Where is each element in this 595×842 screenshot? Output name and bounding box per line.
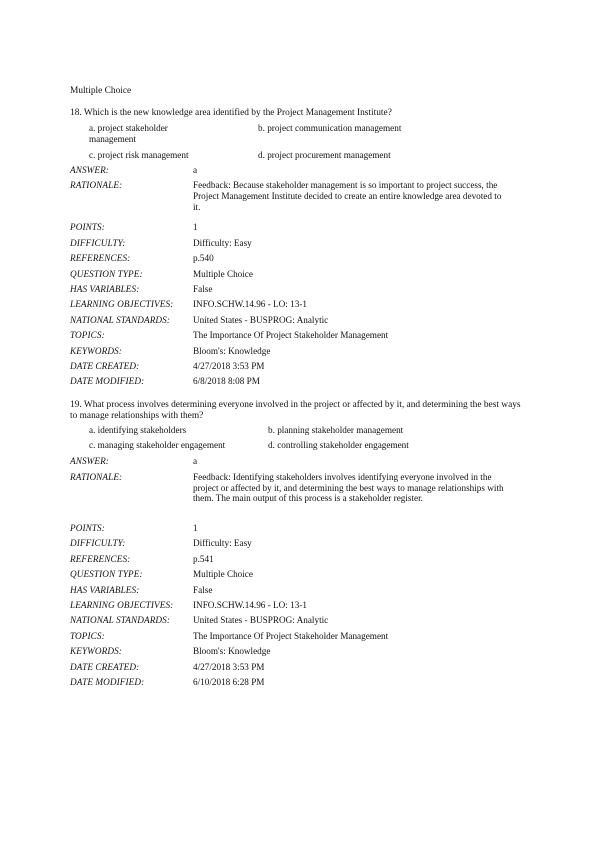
date-modified-row — [70, 677, 530, 692]
difficulty-label: DIFFICULTY: — [70, 237, 126, 248]
difficulty-label: DIFFICULTY: — [70, 538, 126, 549]
date-modified-row — [70, 376, 530, 391]
national-standards-row — [70, 315, 530, 330]
has-variables-value: False — [193, 584, 213, 595]
date-created-label: DATE CREATED: — [70, 360, 140, 371]
answer-choices — [89, 423, 530, 451]
keywords-label: KEYWORDS: — [70, 646, 122, 657]
choice-d: d. project procurement management — [258, 150, 391, 160]
topics-value: The Importance Of Project Stakeholder Management — [193, 330, 389, 341]
question-18 — [70, 108, 530, 160]
keywords-row — [70, 346, 530, 361]
rationale-row — [70, 472, 530, 523]
has-variables-label: HAS VARIABLES: — [70, 283, 140, 294]
date-created-row — [70, 662, 530, 677]
topics-value: The Importance Of Project Stakeholder Management — [193, 630, 389, 641]
keywords-value: Bloom's: Knowledge — [193, 345, 271, 356]
has-variables-row — [70, 585, 530, 600]
question-type-row — [70, 269, 530, 284]
points-row — [70, 222, 530, 237]
question-type-value: Multiple Choice — [193, 569, 253, 580]
date-modified-label: DATE MODIFIED: — [70, 376, 145, 387]
topics-row — [70, 330, 530, 345]
topics-label: TOPICS: — [70, 330, 105, 341]
date-created-value: 4/27/2018 3:53 PM — [193, 360, 265, 371]
points-label: POINTS: — [70, 523, 105, 533]
answer-value: a — [193, 456, 198, 466]
choice-c: c. project risk management — [89, 150, 189, 160]
date-modified-value: 6/8/2018 8:08 PM — [193, 376, 260, 387]
rationale-label: RATIONALE: — [70, 472, 123, 482]
choice-c: c. managing stakeholder engagement — [89, 440, 226, 450]
difficulty-row — [70, 238, 530, 253]
date-created-value: 4/27/2018 3:53 PM — [193, 661, 265, 672]
points-label: POINTS: — [70, 222, 105, 233]
question-19-metadata — [70, 456, 530, 692]
rationale-value: Feedback: Identifying stakeholders involves identifying everyone involved in the project or affected by it, and determining the best ways to manage relationships with them. The main output of this process is a stakeholder register. — [193, 472, 504, 504]
question-type-label: QUESTION TYPE: — [70, 569, 143, 580]
rationale-label: RATIONALE: — [70, 180, 123, 191]
keywords-row — [70, 646, 530, 661]
national-standards-row — [70, 615, 530, 630]
keywords-value: Bloom's: Knowledge — [193, 646, 271, 657]
topics-label: TOPICS: — [70, 630, 105, 641]
question-18-metadata — [70, 165, 530, 392]
choice-a: a. project stakeholder management — [89, 123, 168, 144]
answer-row — [70, 165, 530, 180]
answer-row — [70, 456, 530, 472]
references-row — [70, 253, 530, 268]
answer-label: ANSWER: — [70, 165, 109, 175]
national-standards-value: United States - BUSPROG: Analytic — [193, 314, 329, 325]
answer-choices — [89, 120, 530, 160]
learning-objectives-label: LEARNING OBJECTIVES: — [70, 599, 174, 610]
topics-row — [70, 631, 530, 646]
choice-a: a. identifying stakeholders — [89, 425, 187, 435]
references-row — [70, 554, 530, 569]
points-value: 1 — [193, 222, 198, 233]
difficulty-value: Difficulty: Easy — [193, 237, 252, 248]
answer-label: ANSWER: — [70, 456, 109, 466]
difficulty-value: Difficulty: Easy — [193, 538, 252, 549]
learning-objectives-label: LEARNING OBJECTIVES: — [70, 299, 174, 310]
references-label: REFERENCES: — [70, 253, 131, 264]
national-standards-label: NATIONAL STANDARDS: — [70, 615, 170, 626]
national-standards-label: NATIONAL STANDARDS: — [70, 314, 170, 325]
has-variables-label: HAS VARIABLES: — [70, 584, 140, 595]
rationale-row — [70, 180, 530, 222]
keywords-label: KEYWORDS: — [70, 345, 122, 356]
rationale-value: Feedback: Because stakeholder management is so important to project success, the Project Management Institute decided to create an entire knowledge area devoted to it. — [193, 180, 502, 212]
section-title: Multiple Choice — [70, 86, 132, 96]
references-label: REFERENCES: — [70, 553, 131, 564]
question-type-row — [70, 569, 530, 584]
learning-objectives-row — [70, 600, 530, 615]
choice-d: d. controlling stakeholder engagement — [268, 440, 409, 450]
question-type-label: QUESTION TYPE: — [70, 268, 143, 279]
date-created-label: DATE CREATED: — [70, 661, 140, 672]
has-variables-value: False — [193, 283, 213, 294]
question-stem: 18. Which is the new knowledge area identified by the Project Management Institute? — [70, 108, 392, 118]
date-modified-label: DATE MODIFIED: — [70, 676, 145, 687]
points-row — [70, 523, 530, 538]
points-value: 1 — [193, 523, 198, 533]
question-stem: 19. What process involves determining everyone involved in the project or affected by it, and determining the best ways to manage relationships with them? — [70, 400, 521, 421]
choice-b: b. project communication management — [258, 123, 402, 133]
learning-objectives-row — [70, 299, 530, 314]
choice-b: b. planning stakeholder management — [268, 425, 404, 435]
references-value: p.540 — [193, 253, 214, 264]
difficulty-row — [70, 538, 530, 553]
date-modified-value: 6/10/2018 6:28 PM — [193, 676, 265, 687]
national-standards-value: United States - BUSPROG: Analytic — [193, 615, 329, 626]
has-variables-row — [70, 284, 530, 299]
learning-objectives-value: INFO.SCHW.14.96 - LO: 13-1 — [193, 299, 307, 310]
question-type-value: Multiple Choice — [193, 268, 253, 279]
date-created-row — [70, 361, 530, 376]
learning-objectives-value: INFO.SCHW.14.96 - LO: 13-1 — [193, 599, 307, 610]
answer-value: a — [193, 165, 198, 175]
references-value: p.541 — [193, 553, 214, 564]
question-19 — [70, 400, 530, 451]
